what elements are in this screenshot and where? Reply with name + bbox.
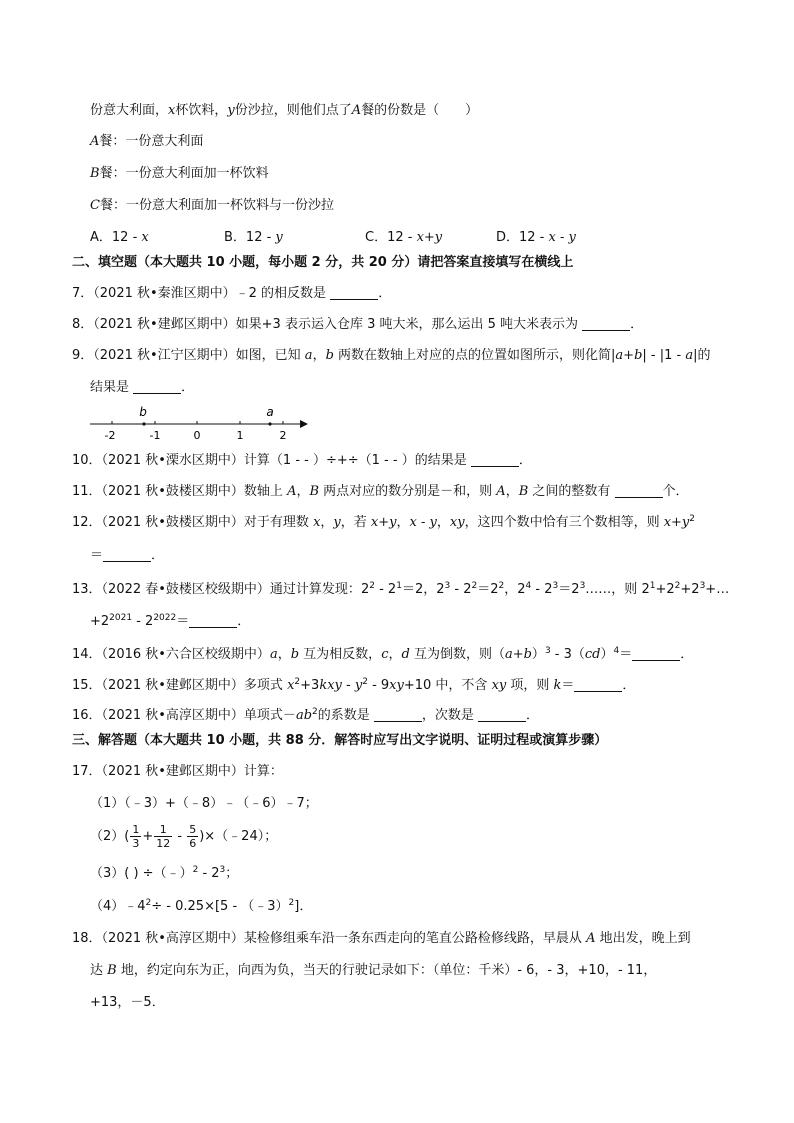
number-line-figure xyxy=(88,404,318,444)
q6-stem-continuation: 份意大利面，x杯饮料，y份沙拉，则他们点了A餐的份数是（ ） xyxy=(90,103,479,118)
section-3-heading: 三、解答题（本大题共 10 小题，共 88 分．解答时应写出文字说明、证明过程或演算步骤） xyxy=(72,733,608,748)
section-2-heading: 二、填空题（本大题共 10 小题，每小题 2 分，共 20 分）请把答案直接填写在横线上 xyxy=(72,255,574,270)
question-17-part-3: （3）( ) ÷（﹣）$^2$ - $2^3$； xyxy=(90,865,239,881)
answer-blank[interactable] xyxy=(103,547,151,562)
expr-text: + xyxy=(655,582,667,597)
power-base: 2 xyxy=(517,582,526,597)
power-base: 2 xyxy=(490,582,499,597)
q6-option-a[interactable]: A．12 - x xyxy=(90,230,149,245)
question-8: 8．（2021 秋•建邺区期中）如果+3 表示运入仓库 3 吨大米，那么运出 5 吨大米表示为 ． xyxy=(72,317,644,332)
fraction: $\frac{1}{3}$ xyxy=(132,823,140,850)
question-18-line2: 达 B 地，约定向东为正，向西为负，当天的行驶记录如下：（单位：千米）- 6，- 3，+10，- 11， xyxy=(90,963,657,978)
axis-arrow-icon xyxy=(300,420,308,428)
answer-blank[interactable] xyxy=(133,379,181,394)
q6-option-c[interactable]: C．12 - x+y xyxy=(365,230,443,245)
answer-blank[interactable] xyxy=(478,707,526,722)
point-a xyxy=(268,422,271,425)
q6-meal-c: C餐：一份意大利面加一杯饮料与一份沙拉 xyxy=(90,198,334,213)
power-base: 2 xyxy=(463,582,472,597)
expr-text: + xyxy=(680,582,692,597)
tick-label: 1 xyxy=(236,429,244,442)
power-exponent: 2 xyxy=(498,581,505,591)
point-a-label: a xyxy=(266,405,274,419)
expr-text: +… xyxy=(705,582,730,597)
question-11: 11．（2021 秋•鼓楼区期中）数轴上 A，B 两点对应的数分别是－和，则 A，B 之间的整数有 个． xyxy=(72,484,689,499)
question-17-part-2: （2）( $\frac{1}{3}$ + $\frac{1}{12}$ - $\frac{5}{6}$ )×（﹣24）； xyxy=(90,823,278,850)
question-18: 18．（2021 秋•高淳区期中）某检修组乘车沿一条东西走向的笔直公路检修线路，早晨从 A 地出发，晚上到 xyxy=(72,931,691,946)
question-17: 17．（2021 秋•建邺区期中）计算： xyxy=(72,764,283,779)
power-exponent: 2 xyxy=(369,581,375,591)
power-exponent: 4 xyxy=(525,581,532,591)
power-base: 2 xyxy=(544,582,553,597)
question-9: 9．（2021 秋•江宁区期中）如图，已知 a，b 两数在数轴上对应的点的位置如图所示，则化简|a+b| - |1 - a|的 xyxy=(72,348,711,363)
tick-label: 2 xyxy=(279,429,287,442)
question-14: 14．（2016 秋•六合区校级期中）a，b 互为相反数，c，d 互为倒数，则$(a+b)^3 - 3(cd)^4=$ ． xyxy=(72,646,694,662)
question-13: 13．（2022 春•鼓楼区校级期中）通过计算发现：$2^2 - 2^1=2$，$2^3 - 2^2=2^2$，$2^4$ - $2^3=2^3\dots\dots$，则 $2^1+2^2+2^3+\dots$ xyxy=(72,581,730,597)
point-b xyxy=(142,422,145,425)
power-exponent: 1 xyxy=(396,581,402,591)
fraction: $\frac{1}{12}$ xyxy=(156,823,171,850)
question-7: 7．（2021 秋•秦淮区期中）﹣2 的相反数是 ． xyxy=(72,286,392,301)
question-18-line3: +13，－5． xyxy=(90,995,165,1010)
question-13-line2: $+2^{2021} - 2^{2022}=$ ． xyxy=(90,613,251,629)
power-base: 2 xyxy=(571,582,580,597)
question-10: 10．（2021 秋•溧水区期中）计算（1 - - ）÷+÷（1 - - ）的结果是 ． xyxy=(72,453,532,468)
expr-text: - xyxy=(531,582,545,597)
question-9-line2: 结果是 ． xyxy=(90,380,195,395)
power-base: 2 xyxy=(641,582,650,597)
expr-text: ＝2， xyxy=(401,582,437,597)
power-exponent: 3 xyxy=(699,581,706,591)
tick-label: 0 xyxy=(193,429,201,442)
answer-blank[interactable] xyxy=(374,707,422,722)
power-exponent: 3 xyxy=(444,581,451,591)
answer-blank[interactable] xyxy=(330,285,378,300)
question-12-line2: ＝ ． xyxy=(90,548,165,563)
power-base: 2 xyxy=(666,582,675,597)
q6-meal-b: B餐：一份意大利面加一杯饮料 xyxy=(90,166,269,181)
fraction: $\frac{5}{6}$ xyxy=(189,823,197,850)
q6-meal-a: A餐：一份意大利面 xyxy=(90,134,204,149)
expr-text: - xyxy=(374,582,388,597)
power-exponent: 1 xyxy=(649,581,656,591)
question-16: 16．（2021 秋•高淳区期中）单项式$-ab^2$的系数是 ，次数是 ． xyxy=(72,707,540,723)
expr-text: ……，则 xyxy=(585,582,642,597)
answer-blank[interactable] xyxy=(189,613,237,628)
q6-option-b[interactable]: B．12 - y xyxy=(224,230,283,245)
power-exponent: 2 xyxy=(674,581,681,591)
answer-blank[interactable] xyxy=(632,646,680,661)
power-base: 2 xyxy=(436,582,445,597)
answer-blank[interactable] xyxy=(574,677,622,692)
answer-blank[interactable] xyxy=(471,452,519,467)
answer-blank[interactable] xyxy=(615,483,663,498)
question-15: 15．（2021 秋•建邺区期中）多项式 $x^2+3kxy - y^2 - 9xy+10$ 中，不含 xy 项，则 k＝ ． xyxy=(72,677,636,693)
expr-text: ＝ xyxy=(558,582,572,597)
q13-expression xyxy=(361,582,729,597)
expr-text: - xyxy=(450,582,464,597)
expr-text: ， xyxy=(504,582,518,597)
power-base: 2 xyxy=(360,582,370,597)
tick-label: -1 xyxy=(149,429,161,442)
power-base: 2 xyxy=(691,582,700,597)
question-12: 12．（2021 秋•鼓楼区期中）对于有理数 x，y，若 x+y，x - y，xy，这四个数中恰有三个数相等，则 $x+y^2$ xyxy=(72,514,696,530)
power-base: 2 xyxy=(387,582,397,597)
power-exponent: 3 xyxy=(579,581,586,591)
power-exponent: 2 xyxy=(471,581,478,591)
q6-options xyxy=(0,228,794,248)
question-17-part-1: （1）（﹣3）+（﹣8）﹣（﹣6）﹣7； xyxy=(90,796,318,811)
expr-text: ＝ xyxy=(477,582,491,597)
point-b-label: b xyxy=(139,405,147,419)
power-exponent: 3 xyxy=(552,581,559,591)
question-17-part-4: $(4)﹣4^2\div - 0.25\times[5$ - （﹣3）$^2$]． xyxy=(90,898,313,914)
q6-option-d[interactable]: D．12 - x - y xyxy=(496,230,576,245)
answer-blank[interactable] xyxy=(582,316,630,331)
tick-label: -2 xyxy=(104,429,116,442)
